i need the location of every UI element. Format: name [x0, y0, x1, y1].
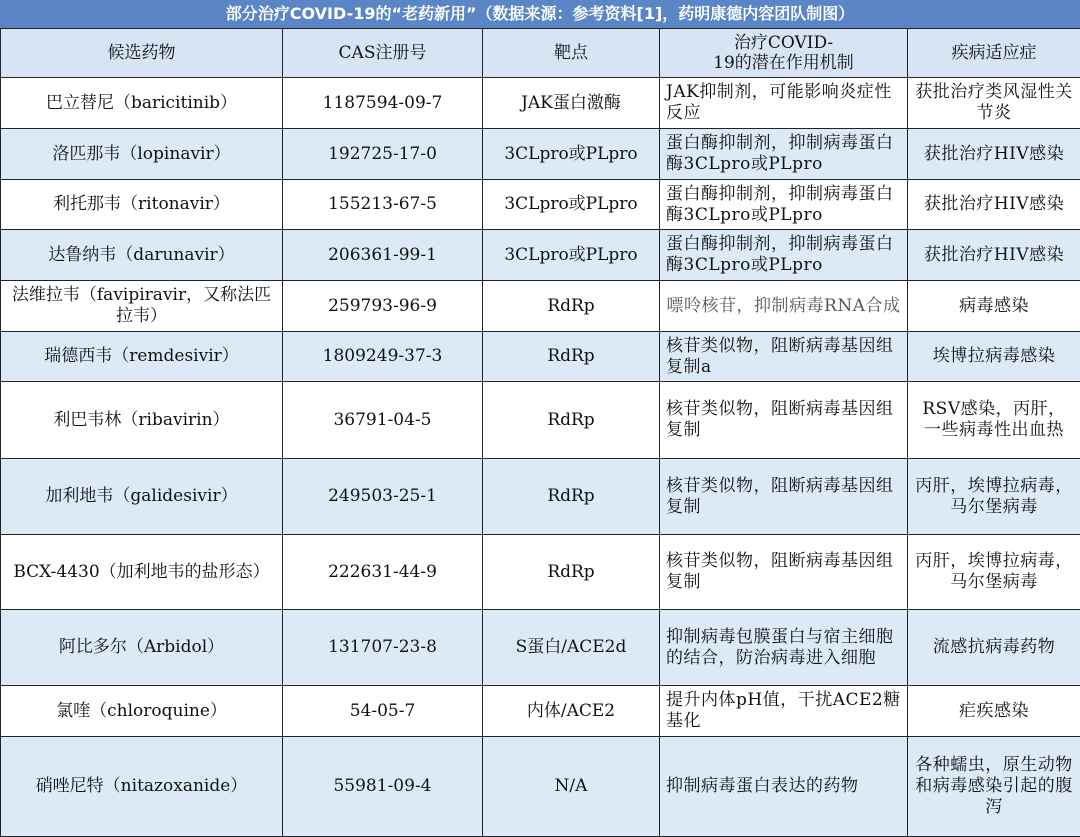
- drug-name-cell: 洛匹那韦（lopinavir）: [1, 129, 283, 180]
- drug-name-cell: 瑞德西韦（remdesivir）: [1, 332, 283, 382]
- target-cell: 3CLpro或PLpro: [483, 129, 660, 180]
- mechanism-cell: 提升内体pH值，干扰ACE2糖基化: [660, 686, 908, 737]
- target-cell: 内体/ACE2: [483, 686, 660, 737]
- cas-cell: 206361-99-1: [283, 230, 483, 281]
- cas-cell: 192725-17-0: [283, 129, 483, 180]
- mechanism-cell: 核苷类似物，阻断病毒基因组复制: [660, 459, 908, 535]
- mechanism-cell: 核苷类似物，阻断病毒基因组复制a: [660, 332, 908, 382]
- table-row: [1, 610, 1080, 686]
- cas-cell: 155213-67-5: [283, 180, 483, 230]
- table-row: [1, 180, 1080, 230]
- drug-name-cell: 达鲁纳韦（darunavir）: [1, 230, 283, 281]
- cas-cell: 222631-44-9: [283, 535, 483, 610]
- table-row: [1, 459, 1080, 535]
- header-mechanism-line2: 19的潜在作用机制: [713, 53, 854, 73]
- mechanism-cell: 抑制病毒蛋白表达的药物: [660, 737, 908, 837]
- table-title: 部分治疗COVID-19的“老药新用”（数据来源：参考资料[1]，药明康德内容团队制图）: [0, 0, 1080, 28]
- header-cas: CAS注册号: [283, 29, 483, 78]
- drug-name-cell: 硝唑尼特（nitazoxanide）: [1, 737, 283, 837]
- mechanism-cell: 蛋白酶抑制剂，抑制病毒蛋白酶3CLpro或PLpro: [660, 129, 908, 180]
- cas-cell: 55981-09-4: [283, 737, 483, 837]
- mechanism-cell: JAK抑制剂，可能影响炎症性反应: [660, 78, 908, 129]
- indication-cell: 流感抗病毒药物: [908, 610, 1080, 686]
- target-cell: RdRp: [483, 459, 660, 535]
- header-indication: 疾病适应症: [908, 29, 1080, 78]
- target-cell: N/A: [483, 737, 660, 837]
- indication-cell: 获批治疗HIV感染: [908, 129, 1080, 180]
- drug-name-cell: 利巴韦林（ribavirin）: [1, 382, 283, 459]
- table-row: [1, 230, 1080, 281]
- target-cell: JAK蛋白激酶: [483, 78, 660, 129]
- table-row: [1, 382, 1080, 459]
- drug-name-cell: 利托那韦（ritonavir）: [1, 180, 283, 230]
- mechanism-cell: 核苷类似物，阻断病毒基因组复制: [660, 535, 908, 610]
- table-row: [1, 686, 1080, 737]
- indication-cell: RSV感染，丙肝，一些病毒性出血热: [908, 382, 1080, 459]
- target-cell: 3CLpro或PLpro: [483, 230, 660, 281]
- indication-cell: 获批治疗类风湿性关节炎: [908, 78, 1080, 129]
- table-row: [1, 129, 1080, 180]
- drug-name-cell: 法维拉韦（favipiravir，又称法匹拉韦）: [1, 281, 283, 332]
- drug-name-cell: BCX-4430（加利地韦的盐形态）: [1, 535, 283, 610]
- table-row: [1, 737, 1080, 837]
- header-mechanism: [660, 29, 908, 78]
- drug-name-cell: 巴立替尼（baricitinib）: [1, 78, 283, 129]
- target-cell: RdRp: [483, 332, 660, 382]
- mechanism-cell: 蛋白酶抑制剂，抑制病毒蛋白酶3CLpro或PLpro: [660, 230, 908, 281]
- cas-cell: 1809249-37-3: [283, 332, 483, 382]
- indication-cell: 埃博拉病毒感染: [908, 332, 1080, 382]
- drug-name-cell: 氯喹（chloroquine）: [1, 686, 283, 737]
- indication-cell: 病毒感染: [908, 281, 1080, 332]
- target-cell: RdRp: [483, 281, 660, 332]
- indication-cell: 各种蠕虫，原生动物和病毒感染引起的腹泻: [908, 737, 1080, 837]
- cas-cell: 249503-25-1: [283, 459, 483, 535]
- cas-cell: 1187594-09-7: [283, 78, 483, 129]
- table-row: [1, 535, 1080, 610]
- cas-cell: 54-05-7: [283, 686, 483, 737]
- indication-cell: 获批治疗HIV感染: [908, 180, 1080, 230]
- drug-name-cell: 加利地韦（galidesivir）: [1, 459, 283, 535]
- target-cell: RdRp: [483, 382, 660, 459]
- cas-cell: 36791-04-5: [283, 382, 483, 459]
- indication-cell: 丙肝，埃博拉病毒，马尔堡病毒: [908, 535, 1080, 610]
- mechanism-cell: 抑制病毒包膜蛋白与宿主细胞的结合，防治病毒进入细胞: [660, 610, 908, 686]
- drug-table: [0, 28, 1080, 837]
- header-mechanism-line1: 治疗COVID-: [734, 33, 833, 53]
- indication-cell: 疟疾感染: [908, 686, 1080, 737]
- header-row: [1, 29, 1080, 78]
- target-cell: S蛋白/ACE2d: [483, 610, 660, 686]
- table-row: [1, 78, 1080, 129]
- table-row: [1, 281, 1080, 332]
- indication-cell: 获批治疗HIV感染: [908, 230, 1080, 281]
- header-name: 候选药物: [1, 29, 283, 78]
- mechanism-cell: 嘌呤核苷，抑制病毒RNA合成: [660, 281, 908, 332]
- table-row: [1, 332, 1080, 382]
- cas-cell: 131707-23-8: [283, 610, 483, 686]
- target-cell: RdRp: [483, 535, 660, 610]
- mechanism-cell: 核苷类似物，阻断病毒基因组复制: [660, 382, 908, 459]
- drug-name-cell: 阿比多尔（Arbidol）: [1, 610, 283, 686]
- cas-cell: 259793-96-9: [283, 281, 483, 332]
- target-cell: 3CLpro或PLpro: [483, 180, 660, 230]
- indication-cell: 丙肝，埃博拉病毒，马尔堡病毒: [908, 459, 1080, 535]
- mechanism-cell: 蛋白酶抑制剂，抑制病毒蛋白酶3CLpro或PLpro: [660, 180, 908, 230]
- header-target: 靶点: [483, 29, 660, 78]
